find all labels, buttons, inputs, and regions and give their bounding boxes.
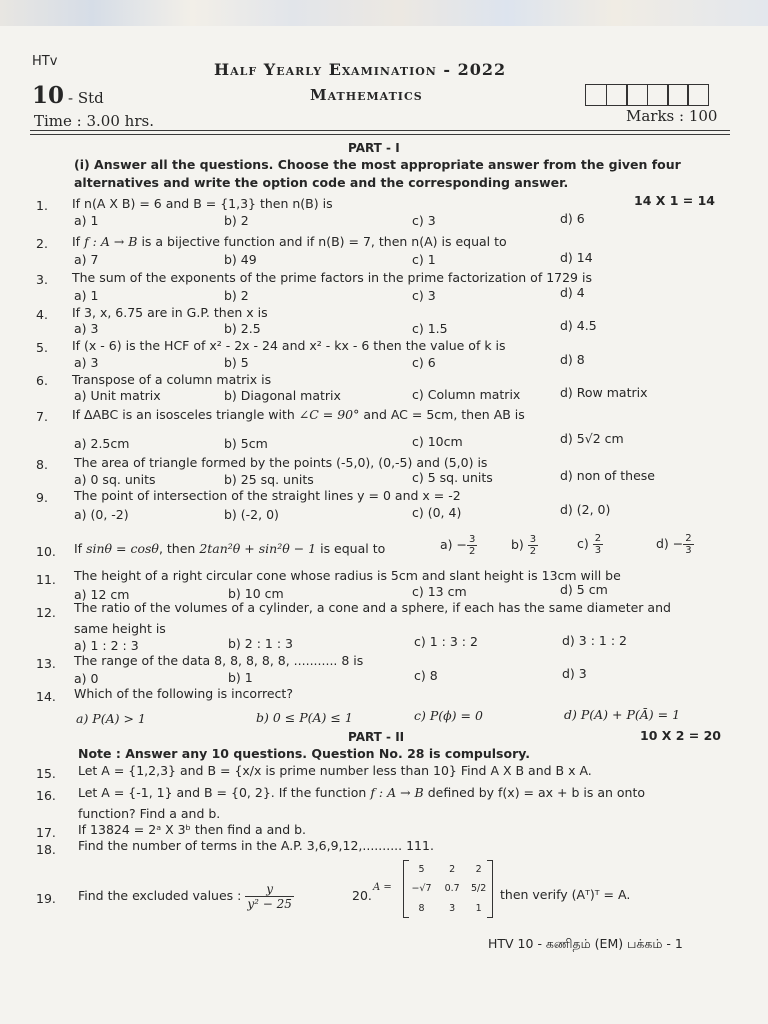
question-number: 4. [36,307,48,322]
fraction [467,534,477,557]
option-c: c) 1 : 3 : 2 [414,634,478,649]
numerator: y [245,882,294,897]
option-label: b) [511,537,524,552]
total-marks: Marks : 100 [626,107,718,125]
question-number: 8. [36,457,48,472]
option-d: d) P(A) + P(Ā) = 1 [564,707,681,722]
fraction [245,882,294,911]
text-part: , then [158,541,200,556]
register-box [647,84,669,106]
question-text: If (x - 6) is the HCF of x² - 2x - 24 and x² - kx - 6 then the value of k is [72,338,506,353]
option-b: b) 2 [224,213,249,228]
option-c: c) 1 [412,252,436,267]
option-b: b) 2 [224,288,249,303]
question-text: If 3, x, 6.75 are in G.P. then x is [72,305,268,320]
question-number: 9. [36,490,48,505]
matrix-cell: 2 [475,864,482,876]
matrix-cell: 5/2 [471,883,487,895]
option-c: c) (0, 4) [412,505,462,520]
photo-top-edge [0,0,768,26]
part1-instruction-line1: (i) Answer all the questions. Choose the most appropriate answer from the given four [74,157,681,172]
minus-sign: − [456,537,468,552]
option-d: d) 6 [560,211,585,226]
question-number: 6. [36,373,48,388]
option-c: c) 10cm [412,434,463,449]
option-d: d) 5 cm [560,582,608,597]
option-b: b) 10 cm [228,586,284,601]
option-d: d) Row matrix [560,385,648,400]
numerator: 3 [529,534,537,545]
option-b: b) Diagonal matrix [224,388,341,403]
matrix-cell: 2 [449,864,456,876]
math-expression: f : A → B [370,785,424,800]
matrix-cell: 3 [449,902,456,914]
question-text: The sum of the exponents of the prime factors in the prime factorization of 1729 is [72,270,592,285]
option-b [511,534,538,557]
fraction [683,533,693,556]
denominator: 2 [469,546,476,557]
option-d: d) 3 : 1 : 2 [562,633,627,648]
option-a: a) 2.5cm [74,436,130,451]
question-text: Find the number of terms in the A.P. 3,6,9,12,.......... 111. [78,838,434,853]
question-text: Transpose of a column matrix is [72,372,272,387]
option-d: d) (2, 0) [560,502,611,517]
question-text: then verify (Aᵀ)ᵀ = A. [500,887,631,902]
question-number: 16. [36,788,56,803]
option-a: a) 1 [74,213,99,228]
option-a: a) 1 [74,288,99,303]
math-expression: f : A → B [84,234,138,249]
option-b: b) 5 [224,355,249,370]
fraction [528,534,538,557]
fraction [593,533,603,556]
question-number: 20. [352,888,372,903]
matrix-cell: 8 [418,902,425,914]
text-part: If ΔABC is an isosceles triangle with [72,407,299,422]
header-rule-2 [30,134,730,135]
question-number: 11. [36,572,56,587]
option-c: c) 1.5 [412,321,448,336]
option-a: a) 3 [74,321,99,336]
option-d: d) 14 [560,250,593,265]
option-a: a) 7 [74,252,99,267]
option-b: b) 1 [228,670,253,685]
option-a: a) (0, -2) [74,507,129,522]
part1-marks: 14 X 1 = 14 [634,193,716,208]
matrix-cell: 1 [475,902,482,914]
option-a: a) P(A) > 1 [76,711,146,726]
matrix-cell: −√7 [411,883,432,895]
option-a: a) 12 cm [74,587,130,602]
page-footer: HTV 10 - கணிதம் (EM) பக்கம் - 1 [488,936,683,951]
question-text: The range of the data 8, 8, 8, 8, 8, ........... 8 is [74,653,364,668]
option-c [577,533,603,556]
part2-title: PART - II [348,730,405,744]
option-c: c) 8 [414,668,438,683]
option-a: a) 1 : 2 : 3 [74,638,139,653]
question-text-continued: function? Find a and b. [78,806,221,821]
subject-title: Mathematics [310,86,423,104]
option-c: c) 13 cm [412,584,467,599]
denominator: 3 [685,545,692,556]
option-c: c) 5 sq. units [412,470,493,485]
option-d: d) 4.5 [560,318,597,333]
question-text: The point of intersection of the straight lines y = 0 and x = -2 [74,488,461,503]
question-number: 7. [36,409,48,424]
option-b: b) 25 sq. units [224,472,314,487]
question-number: 14. [36,689,56,704]
question-text: The area of triangle formed by the points (-5,0), (0,-5) and (5,0) is [74,455,488,470]
standard-label [32,82,104,109]
option-b: b) (-2, 0) [224,507,279,522]
option-c: c) 6 [412,355,436,370]
question-number: 12. [36,605,56,620]
option-c: c) 3 [412,288,436,303]
option-c: c) P(ϕ) = 0 [414,708,483,723]
text-part: and AC = 5cm, then AB is [359,407,525,422]
question-text [78,882,294,911]
question-text [72,234,507,249]
question-number: 19. [36,891,56,906]
question-number: 1. [36,198,48,213]
option-a: a) 0 sq. units [74,472,156,487]
option-a: a) 0 [74,671,99,686]
question-text: If 13824 = 2ᵃ X 3ᵇ then find a and b. [78,822,307,837]
question-text: The height of a right circular cone whose radius is 5cm and slant height is 13cm will be [74,568,621,583]
option-label: c) [577,536,589,551]
question-number: 15. [36,766,56,781]
text-part: defined by f(x) = ax + b is an onto [423,785,646,800]
text-part: is equal to [316,541,386,556]
question-number: 10. [36,544,56,559]
exam-time: Time : 3.00 hrs. [34,112,154,130]
text-part: If [74,541,87,556]
option-d: d) 4 [560,285,585,300]
option-d: d) 8 [560,352,585,367]
register-box [667,84,689,106]
matrix-a [403,860,493,918]
text-part: is a bijective function and if n(B) = 7, then n(A) is equal to [137,234,507,249]
register-box [626,84,648,106]
question-number: 13. [36,656,56,671]
denominator: y² − 25 [247,897,292,911]
question-text-continued: same height is [74,621,166,636]
part1-title: PART - I [348,141,400,155]
header-rule-1 [30,130,730,131]
text-part: Find the excluded values : [78,888,246,903]
option-a: a) 3 [74,355,99,370]
text-part: Let A = {-1, 1} and B = {0, 2}. If the function [78,785,371,800]
option-d: d) 5√2 cm [560,431,624,446]
question-text: If n(A X B) = 6 and B = {1,3} then n(B) is [72,196,333,211]
question-number: 17. [36,825,56,840]
register-box [606,84,628,106]
part2-note: Note : Answer any 10 questions. Question No. 28 is compulsory. [78,746,531,761]
question-number: 3. [36,272,48,287]
register-number-boxes [587,84,709,106]
numerator: 2 [594,533,602,544]
denominator: 3 [594,545,602,556]
numerator: 3 [469,534,476,545]
option-b: b) 2.5 [224,321,261,336]
matrix-cell: 0.7 [444,883,460,895]
option-b: b) 49 [224,252,257,267]
option-c: c) Column matrix [412,387,521,402]
question-text: The ratio of the volumes of a cylinder, a cone and a sphere, if each has the same diameter and [74,600,671,615]
question-number: 2. [36,236,48,251]
question-number: 18. [36,842,56,857]
option-b: b) 2 : 1 : 3 [228,636,293,651]
part1-instruction-line2: alternatives and write the option code and the corresponding answer. [74,175,569,190]
question-text: Let A = {1,2,3} and B = {x/x is prime number less than 10} Find A X B and B x A. [78,763,592,778]
option-d: d) 3 [562,666,587,681]
matrix-lhs: A = [373,882,392,893]
math-expression: sinθ = cosθ [86,541,159,556]
text-part: If [72,234,85,249]
question-text: Which of the following is incorrect? [74,686,293,701]
standard-text: - Std [68,89,104,107]
math-expression: 2tan²θ + sin²θ − 1 [199,541,317,556]
paper-code: HTv [32,54,58,69]
option-b: b) 0 ≤ P(A) ≤ 1 [256,710,353,725]
option-label: a) [440,537,453,552]
question-text [74,541,385,556]
option-c: c) 3 [412,213,436,228]
register-box [687,84,709,106]
question-text [78,785,645,800]
option-a: a) Unit matrix [74,388,161,403]
option-d [656,533,694,556]
standard-number: 10 [32,82,65,109]
register-box [585,84,607,106]
math-expression: ∠C = 90° [298,407,360,422]
question-text [72,407,525,422]
matrix-cell: 5 [418,864,425,876]
question-number: 5. [36,340,48,355]
option-b: b) 5cm [224,436,268,451]
minus-sign: − [672,536,684,551]
part2-marks: 10 X 2 = 20 [640,728,722,743]
option-label: d) [656,536,669,551]
denominator: 2 [529,546,537,557]
numerator: 2 [685,533,692,544]
option-d: d) non of these [560,468,655,483]
option-a [440,534,477,557]
exam-title: Half Yearly Examination - 2022 [214,60,507,79]
